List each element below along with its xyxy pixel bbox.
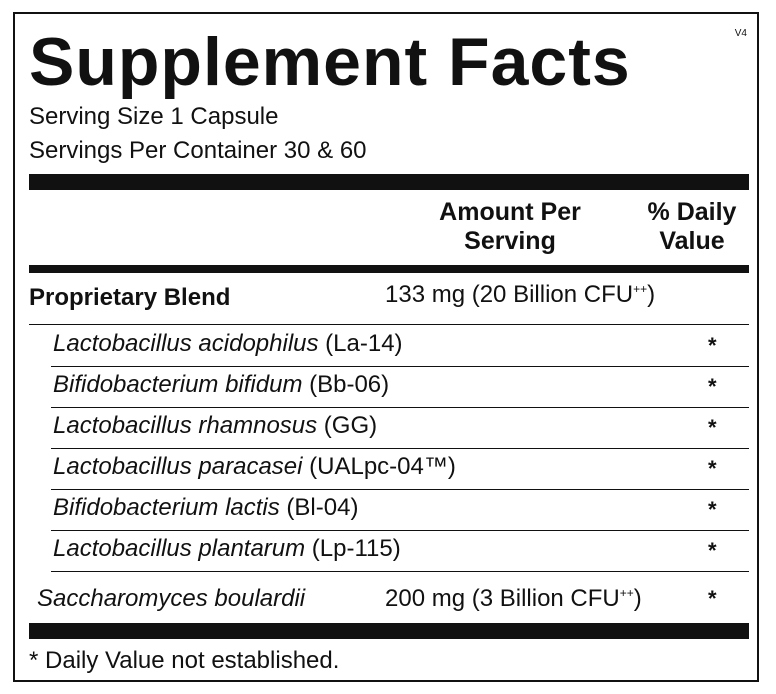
saccharomyces-name: Saccharomyces boulardii — [37, 585, 306, 612]
ingredient-name: Lactobacillus paracasei (UALpc-04™) — [53, 453, 456, 480]
amount-header-line2: Serving — [464, 227, 556, 255]
ingredient-dv: * — [708, 333, 717, 358]
row-divider — [51, 407, 749, 408]
ingredient-dv: * — [708, 538, 717, 563]
ingredient-dv: * — [708, 456, 717, 481]
row-divider — [29, 324, 749, 325]
blend-amount: 133 mg (20 Billion CFU++) — [385, 281, 656, 308]
amount-header-line1: Amount Per — [439, 198, 581, 226]
row-divider — [51, 366, 749, 367]
ingredient-name: Bifidobacterium lactis (Bl-04) — [53, 494, 359, 521]
thick-divider-bottom — [29, 623, 749, 639]
version-code: V4 — [734, 28, 747, 39]
dv-header-line1: % Daily — [647, 198, 737, 226]
medium-divider — [29, 265, 749, 273]
ingredient-dv: * — [708, 374, 717, 399]
row-divider — [51, 530, 749, 531]
dv-header-line2: Value — [659, 227, 725, 255]
ingredient-name: Bifidobacterium bifidum (Bb-06) — [53, 371, 390, 398]
supplement-facts-panel — [13, 12, 759, 682]
footnote: * Daily Value not established. — [29, 647, 340, 674]
saccharomyces-amount: 200 mg (3 Billion CFU++) — [385, 585, 642, 612]
servings-per-container: Servings Per Container 30 & 60 — [29, 137, 367, 164]
row-divider — [51, 571, 749, 572]
blend-name: Proprietary Blend — [29, 284, 231, 311]
row-divider — [51, 448, 749, 449]
daily-value-header — [637, 198, 747, 256]
panel-title: Supplement Facts — [29, 24, 631, 100]
amount-per-serving-header — [420, 198, 600, 256]
row-divider — [51, 489, 749, 490]
ingredient-name: Lactobacillus plantarum (Lp-115) — [53, 535, 401, 562]
ingredient-name: Lactobacillus acidophilus (La-14) — [53, 330, 403, 357]
ingredient-dv: * — [708, 497, 717, 522]
ingredient-dv: * — [708, 415, 717, 440]
thick-divider-top — [29, 174, 749, 190]
ingredient-name: Lactobacillus rhamnosus (GG) — [53, 412, 378, 439]
saccharomyces-dv: * — [708, 586, 717, 611]
serving-size: Serving Size 1 Capsule — [29, 103, 279, 130]
